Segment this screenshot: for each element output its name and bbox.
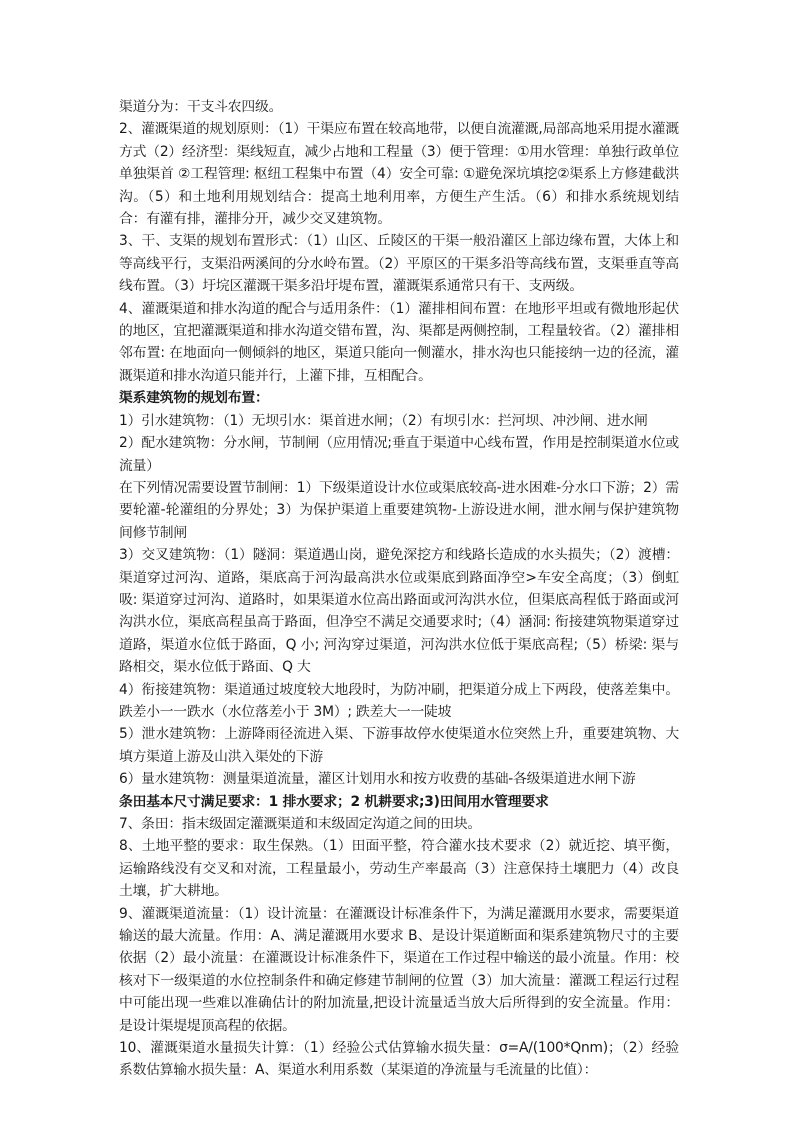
paragraph-spillway-structures: 5）泄水建筑物：上游降雨径流进入渠、下游事故停水使渠道水位突然上升，重要建筑物、大填方渠道上游及山洪入渠处的下游 bbox=[119, 726, 679, 765]
paragraph-distribution-structures: 2）配水建筑物：分水闸，节制闸（应用情况;垂直于渠道中心线布置，作用是控制渠道水位或流量） bbox=[119, 435, 679, 474]
paragraph-land-leveling: 8、土地平整的要求：取生保熟。（1）田面平整，符合灌水技术要求（2）就近挖、填平衡，运输路线没有交叉和对流，工程量最小，劳动生产率最高（3）注意保持土壤肥力（4）改良土壤，扩大耕地。 bbox=[119, 838, 679, 900]
paragraph-strip-field: 7、条田：指末级固定灌溉渠道和末级固定沟道之间的田块。 bbox=[119, 816, 482, 832]
heading-canal-structures: 渠系建筑物的规划布置： bbox=[119, 390, 269, 407]
paragraph-water-loss: 10、灌溉渠道水量损失计算：（1）经验公式估算输水损失量：σ=A/(100*Qnm)；（2）经验系数估算输水损失量：A、渠道水利用系数（某渠道的净流量与毛流量的比值）： bbox=[119, 1040, 679, 1079]
document-page bbox=[119, 96, 679, 1082]
paragraph-measuring-structures: 6）量水建筑物：测量渠道流量，灌区计划用水和按方收费的基础-各级渠道进水闸下游 bbox=[119, 771, 636, 788]
paragraph-canal-drain-coordination: 4、灌溉渠道和排水沟道的配合与适用条件：（1）灌排相间布置：在地形平坦或有微地形起伏的地区，宜把灌溉渠道和排水沟道交错布置，沟、渠都是两侧控制，工程量较省。（2）灌排相邻布置: 在地面向一侧倾斜的地区，渠道只能向一侧灌水，排水沟也只能接纳一边的径流，灌溉渠道和排水沟道只能并行，上灌下排，互相配合。 bbox=[119, 300, 679, 384]
heading-field-size-requirements: 条田基本尺寸满足要求：1 排水要求；2 机耕要求;3)田间用水管理要求 bbox=[119, 793, 549, 810]
paragraph-connecting-structures: 4）衔接建筑物：渠道通过坡度较大地段时，为防冲刷，把渠道分成上下两段，使落差集中。跌差小一一跌水（水位落差小于 3M）; 跌差大一一陡坡 bbox=[119, 681, 679, 720]
paragraph-layout-forms: 3、干、支渠的规划布置形式：（1）山区、丘陵区的干渠一般沿灌区上部边缘布置，大体上和等高线平行，支渠沿两溪间的分水岭布置。（2）平原区的干渠多沿等高线布置，支渠垂直等高线布置。（3）圩垸区灌溉干渠多沿圩堤布置，灌溉渠系通常只有干、支两级。 bbox=[119, 233, 679, 295]
paragraph-crossing-structures: 3）交叉建筑物：（1）隧洞：渠道遇山岗，避免深挖方和线路长造成的水头损失；（2）渡槽：渠道穿过河沟、道路，渠底高于河沟最高洪水位或渠底到路面净空>车安全高度；（3）倒虹吸: 渠道穿过河沟、道路时，如果渠道水位高出路面或河沟洪水位，但渠底高程低于路面或河沟洪水位，渠底高程虽高于路面，但净空不满足交通要求时;（4）涵洞: 衔接建筑物渠道穿过道路，渠道水位低于路面，Q 小; 河沟穿过渠道，河沟洪水位低于渠底高程;（5）桥梁: 渠与路相交，渠水位低于路面、Q 大 bbox=[119, 547, 679, 676]
paragraph-canal-levels: 渠道分为：干支斗农四级。 bbox=[119, 99, 283, 115]
paragraph-canal-discharge: 9、灌溉渠道流量：（1）设计流量：在灌溉设计标准条件下，为满足灌溉用水要求，需要渠道输送的最大流量。作用：A、满足灌溉用水要求 B、是设计渠道断面和渠系建筑物尺寸的主要依据（2）最小流量：在灌溉设计标准条件下，渠道在工作过程中输送的最小流量。作用：校核对下一级渠道的水位控制条件和确定修建节制闸的位置（3）加大流量：灌溉工程运行过程中可能出现一些难以准确估计的附加流量,把设计流量适当放大后所得到的安全流量。作用：是设计渠堤堤顶高程的依据。 bbox=[119, 905, 679, 1034]
paragraph-check-gate-conditions: 在下列情况需要设置节制闸：1）下级渠道设计水位或渠底较高-进水困难-分水口下游；2）需要轮灌-轮灌组的分界处；3）为保护渠道上重要建筑物-上游设进水闸，泄水闸与保护建筑物间修节制闸 bbox=[119, 479, 679, 541]
paragraph-intake-structures: 1）引水建筑物：（1）无坝引水：渠首进水闸；（2）有坝引水：拦河坝、冲沙闸、进水闸 bbox=[119, 412, 648, 429]
paragraph-planning-principles: 2、灌溉渠道的规划原则：（1）干渠应布置在较高地带，以便自流灌溉,局部高地采用提水灌溉方式（2）经济型：渠线短直，减少占地和工程量（3）便于管理：①用水管理：单独行政单位单独渠首 ②工程管理: 枢纽工程集中布置（4）安全可靠: ①避免深坑填挖②渠系上方修建截洪沟。（5）和土地利用规划结合：提高土地利用率，方便生产生活。（6）和排水系统规划结合：有灌有排，灌排分开，减少交叉建筑物。 bbox=[119, 121, 679, 228]
